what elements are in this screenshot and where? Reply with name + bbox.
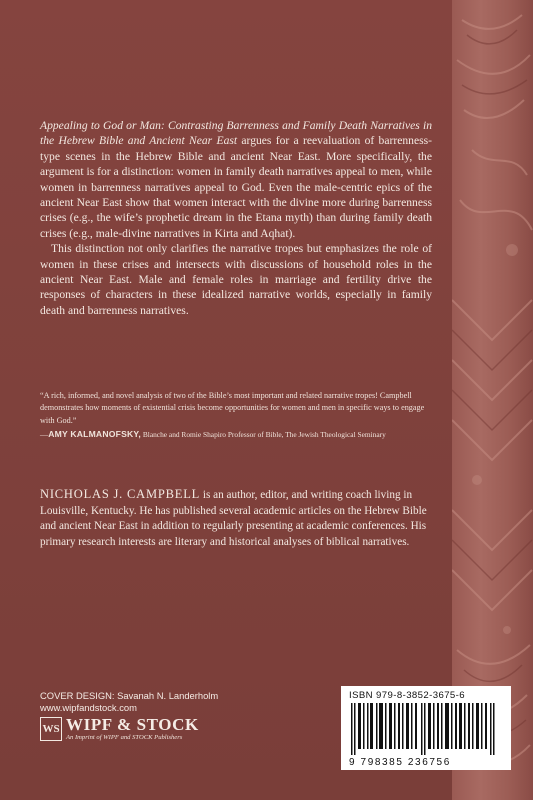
description-text: argues for a reevaluation of barrenness-type scenes in the Hebrew Bible and ancient Near East. More specifically, the argument is for a distinction: women in family death narratives appeal to men, while women in barrenness narratives appeal to God. Even the male-centric epics of the ancient Near East show that women interact with the divine more during barrenness crises (e.g., the wife’s prophetic dream in the Etana myth) than during family death crises (e.g., male-divine narratives in Kirta and Aqhat).: [40, 134, 432, 240]
description-paragraph-2: This distinction not only clarifies the narrative tropes but emphasizes the role of women in these crises and intersects with discussions of household roles in the ancient Near East. Male and female roles in marriage and fertility drive the responses of characters in these idealized narrative worlds, especially in family death and barrenness narratives.: [40, 242, 432, 317]
publisher-imprint: An Imprint of WIPF and STOCK Publishers: [66, 734, 183, 741]
author-name: NICHOLAS J. CAMPBELL: [40, 487, 201, 501]
cover-design-credit: COVER DESIGN: Savanah N. Landerholm: [40, 690, 219, 701]
description-paragraph-1: [40, 118, 432, 241]
publisher-logo-icon: WS: [40, 717, 62, 741]
endorsement-attribution: [40, 428, 432, 441]
attribution-dash: —: [40, 430, 49, 440]
barcode-graphic: [349, 703, 503, 755]
endorser-title: Blanche and Romie Shapiro Professor of Bible, The Jewish Theological Seminary: [141, 430, 386, 440]
book-description: [40, 118, 432, 318]
spine-artwork: [452, 0, 533, 800]
publisher-website: www.wipfandstock.com: [40, 702, 137, 713]
author-bio: [40, 487, 432, 550]
carved-pattern-graphic: [452, 0, 533, 800]
barcode-digits: 9 798385 236756: [349, 757, 451, 768]
endorsement: [40, 390, 432, 442]
isbn-number: ISBN 979-8-3852-3675-6: [349, 690, 465, 701]
credits: [40, 690, 218, 714]
isbn-barcode: [341, 686, 511, 770]
endorser-name: AMY KALMANOFSKY,: [48, 429, 141, 440]
book-title-italic: Appealing to God or Man: Contrasting Barrenness and Family Death Narratives in the Hebrew Bible and Ancient Near East: [40, 119, 432, 148]
endorsement-quote: “A rich, informed, and novel analysis of two of the Bible’s most important and related narrative tropes! Campbell demonstrates how moments of existential crisis become opportunities for women and men in specific ways to engage with God.”: [40, 391, 425, 425]
publisher-block: [40, 716, 199, 742]
author-bio-text: is an author, editor, and writing coach living in Louisville, Kentucky. He has published several academic articles on the Hebrew Bible and ancient Near East in addition to regularly presenting at academic conferences. His primary research interests are literary and historical analyses of biblical narratives.: [40, 489, 427, 548]
publisher-name: WIPF & STOCK: [66, 715, 199, 734]
